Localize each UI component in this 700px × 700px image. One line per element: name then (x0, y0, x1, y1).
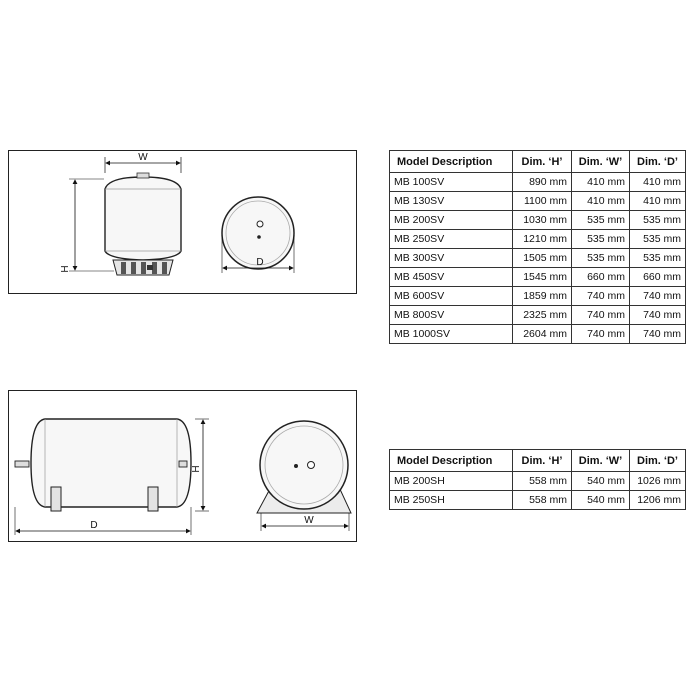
vertical-d-label: D (256, 257, 264, 268)
cell-dim-h: 890 mm (513, 173, 572, 192)
header-dim-w: Dim. ‘W’ (572, 450, 630, 472)
cell-model: MB 200SV (390, 211, 513, 230)
table-row (390, 268, 686, 287)
table-row (390, 287, 686, 306)
horizontal-w-label: W (304, 515, 314, 526)
cell-dim-h: 1859 mm (513, 287, 572, 306)
cell-dim-w: 740 mm (572, 306, 630, 325)
cell-dim-h: 1505 mm (513, 249, 572, 268)
cell-dim-h: 1100 mm (513, 192, 572, 211)
horizontal-tank-diagram (9, 391, 356, 541)
cell-dim-d: 535 mm (630, 211, 686, 230)
table-row (390, 306, 686, 325)
cell-dim-d: 740 mm (630, 325, 686, 344)
table-row (390, 249, 686, 268)
cell-model: MB 200SH (390, 472, 513, 491)
header-dim-d: Dim. ‘D’ (630, 450, 686, 472)
vertical-tank-diagram-panel (8, 150, 357, 294)
cell-model: MB 800SV (390, 306, 513, 325)
header-dim-d: Dim. ‘D’ (630, 151, 686, 173)
table-row (390, 230, 686, 249)
cell-dim-w: 410 mm (572, 192, 630, 211)
cell-dim-w: 660 mm (572, 268, 630, 287)
cell-dim-w: 740 mm (572, 287, 630, 306)
cell-model: MB 600SV (390, 287, 513, 306)
table-row (390, 491, 686, 510)
header-model-description: Model Description (390, 450, 513, 472)
cell-dim-w: 540 mm (572, 472, 630, 491)
cell-dim-h: 2604 mm (513, 325, 572, 344)
horizontal-end-view-circle (260, 421, 348, 509)
cell-model: MB 450SV (390, 268, 513, 287)
cell-dim-d: 535 mm (630, 230, 686, 249)
cell-dim-d: 660 mm (630, 268, 686, 287)
cell-model: MB 250SV (390, 230, 513, 249)
vertical-models-table (389, 150, 686, 344)
table-header-row (390, 450, 686, 472)
header-dim-h: Dim. ‘H’ (513, 151, 572, 173)
header-dim-w: Dim. ‘W’ (572, 151, 630, 173)
cell-model: MB 130SV (390, 192, 513, 211)
vertical-tank-diagram (9, 151, 356, 293)
cell-dim-w: 535 mm (572, 230, 630, 249)
cell-dim-w: 410 mm (572, 173, 630, 192)
cell-model: MB 300SV (390, 249, 513, 268)
horizontal-tank-diagram-panel (8, 390, 357, 542)
table-row (390, 173, 686, 192)
horizontal-models-table (389, 449, 686, 510)
cell-dim-h: 558 mm (513, 472, 572, 491)
cell-dim-w: 535 mm (572, 249, 630, 268)
cell-model: MB 250SH (390, 491, 513, 510)
cell-dim-h: 1545 mm (513, 268, 572, 287)
cell-dim-h: 558 mm (513, 491, 572, 510)
cell-dim-h: 1030 mm (513, 211, 572, 230)
cell-model: MB 100SV (390, 173, 513, 192)
cell-model: MB 1000SV (390, 325, 513, 344)
cell-dim-d: 535 mm (630, 249, 686, 268)
cell-dim-w: 740 mm (572, 325, 630, 344)
header-model-description: Model Description (390, 151, 513, 173)
vertical-w-label: W (138, 152, 148, 163)
table-row (390, 192, 686, 211)
cell-dim-w: 540 mm (572, 491, 630, 510)
cell-dim-d: 410 mm (630, 173, 686, 192)
cell-dim-w: 535 mm (572, 211, 630, 230)
header-dim-h: Dim. ‘H’ (513, 450, 572, 472)
cell-dim-d: 740 mm (630, 306, 686, 325)
cell-dim-d: 410 mm (630, 192, 686, 211)
vertical-tank-body (105, 177, 181, 260)
cell-dim-d: 1026 mm (630, 472, 686, 491)
cell-dim-h: 1210 mm (513, 230, 572, 249)
cell-dim-d: 740 mm (630, 287, 686, 306)
vertical-h-label: H (60, 265, 71, 273)
table-row (390, 325, 686, 344)
horizontal-d-label: D (90, 520, 98, 531)
cell-dim-h: 2325 mm (513, 306, 572, 325)
table-row (390, 211, 686, 230)
table-row (390, 472, 686, 491)
cell-dim-d: 1206 mm (630, 491, 686, 510)
horizontal-h-label: H (191, 465, 202, 473)
table-header-row (390, 151, 686, 173)
